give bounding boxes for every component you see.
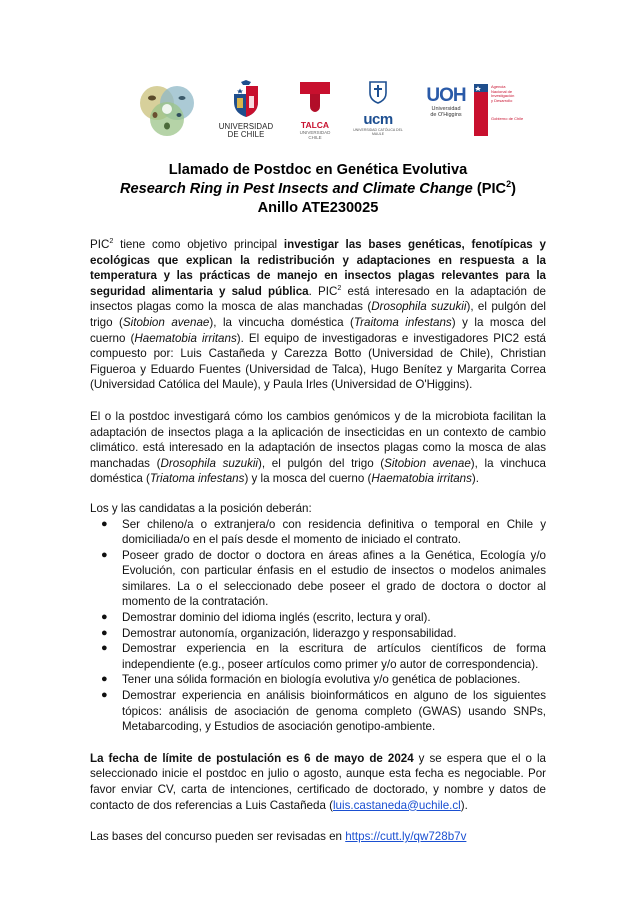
title-line-1: Llamado de Postdoc en Genética Evolutiva: [168, 162, 468, 178]
bullet-icon: ●: [101, 673, 108, 686]
requirement-text: Ser chileno/a o extranjera/o con residencia definitiva o temporal en Chile y domiciliada/o en el país desde el momento de iniciado el contrato.: [122, 517, 546, 547]
deadline-bold: La fecha de límite de postulación es 6 de mayo de 2024: [90, 751, 414, 765]
universidad-de-talca-logo: [292, 80, 338, 142]
list-item: [101, 610, 546, 626]
logo-strip: [128, 80, 528, 142]
uoh-word: UOH: [426, 85, 466, 106]
p1-bold-objective: investigar las bases genéticas, fenotípicas y ecológicas que explican la redistribución y adaptaciones en respuesta a la temperatura y las prácticas de manejo en insectos plagas relevantes para la seguridad alimentaria y salud pública: [90, 238, 546, 298]
title-acronym-sup: 2: [506, 179, 512, 190]
anid-line2: Nacional de: [491, 88, 513, 94]
p1-text-6: ) y la mosca del cuerno (: [90, 315, 547, 345]
bullet-icon: ●: [101, 626, 108, 639]
bullet-icon: ●: [101, 611, 108, 624]
universidad-de-chile-logo: [216, 80, 276, 142]
list-item: [101, 626, 546, 642]
ucm-sub: UNIVERSIDAD CATÓLICA DEL MAULE: [353, 128, 403, 136]
requirements-section: [90, 501, 546, 735]
anid-line4: y Desarrollo: [491, 97, 513, 103]
list-item: [101, 688, 546, 735]
p2-text-5: ).: [471, 472, 479, 486]
p2-species-3: Triatoma infestans: [149, 472, 245, 486]
requirement-text: Demostrar dominio del idioma inglés (escrito, lectura y oral).: [122, 611, 431, 625]
requirements-intro: Los y las candidatas a la posición deberán:: [90, 501, 312, 515]
document-body: [90, 237, 546, 845]
list-item: [101, 517, 546, 548]
paragraph-bases: [90, 829, 546, 845]
bullet-icon: ●: [101, 548, 108, 561]
p4-text-2: ).: [460, 798, 468, 812]
bullet-icon: ●: [101, 689, 108, 702]
p2-species-4: Haematobia irritans: [371, 472, 472, 486]
p1-text-3: está interesado en la adaptación de insectos plagas como la mosca de alas manchadas (: [90, 284, 546, 314]
p5-text-1: Las bases del concurso pueden ser revisadas en: [90, 830, 346, 844]
pic2-venn-logo: [132, 82, 202, 140]
uchile-line2: DE CHILE: [227, 130, 265, 139]
requirement-text: Demostrar experiencia en la escritura de artículos científicos de forma independiente (e.g., poseer artículos como primer y/o autor de correspondencia).: [122, 642, 546, 671]
uoh-logo: [418, 80, 474, 142]
list-item: [101, 548, 546, 610]
requirement-text: Demostrar experiencia en análisis bioinformáticos en alguno de los siguientes tópicos: análisis de asociación de genoma completo (GWAS) usando SNPs, Metabarcoding, y Estudios de asociación genotipo-ambiente.: [122, 689, 546, 734]
requirement-text: Demostrar autonomía, organización, liderazgo y responsabilidad.: [122, 626, 457, 640]
title-project-name: Research Ring in Pest Insects and Climate Change: [120, 181, 473, 197]
venn-diagram-icon: [132, 82, 202, 140]
requirement-text: Tener una sólida formación en biología evolutiva y/o genética de poblaciones.: [122, 673, 521, 687]
bullet-icon: ●: [101, 517, 108, 530]
list-item: [101, 672, 546, 688]
bullet-icon: ●: [101, 642, 108, 655]
requirement-text: Poseer grado de doctor o doctora en áreas afines a la Genética, Ecología y/o Evolución, con particular énfasis en el estudio de insectos o modelos animales similares. La o el seleccionado debe poseer el grado de doctora o doctor al momento de la contratación.: [122, 548, 546, 609]
uchile-line1: UNIVERSIDAD: [218, 122, 274, 131]
p1-species-1: Drosophila suzukii: [371, 300, 467, 314]
title-acronym: (PIC: [476, 181, 507, 197]
paragraph-postdoc-research: [90, 409, 546, 487]
p1-species-3: Traitoma infestans: [353, 315, 452, 329]
p2-species-1: Drosophila suzukii: [160, 456, 259, 470]
p1-text-2: . PIC: [308, 284, 338, 298]
title-acronym-close: ): [511, 181, 516, 197]
uoh-sub1: Universidad: [431, 106, 461, 112]
p1-sup: 2: [109, 236, 114, 246]
p1-text-4: ), el pulgón del trigo (: [90, 300, 546, 329]
ucm-shield-icon: [368, 80, 388, 104]
p2-text-4: ) y la mosca del cuerno (: [244, 472, 372, 486]
p1-sup-2: 2: [337, 282, 342, 292]
p1-species-2: Sitobion avenae: [122, 315, 210, 329]
talca-t-icon: [298, 80, 332, 114]
title-line-3: Anillo ATE230025: [257, 200, 379, 216]
ucm-logo: [350, 80, 406, 142]
p1-species-4: Haematobia irritans: [134, 331, 237, 345]
bases-url-link[interactable]: https://cutt.ly/qw728b7v: [345, 830, 467, 844]
p1-text-1: tiene como objetivo principal: [113, 238, 284, 251]
anid-logo: [474, 80, 524, 142]
document-title: [80, 161, 556, 218]
uchile-crest-icon: [231, 80, 261, 118]
paragraph-objective: [90, 237, 546, 393]
p1-pic: PIC: [90, 238, 110, 251]
requirements-list: [90, 517, 546, 735]
p2-text-2: ), el pulgón del trigo (: [258, 456, 385, 470]
ucm-word: ucm: [363, 111, 393, 128]
paragraph-deadline: [90, 751, 546, 813]
list-item: [101, 641, 546, 672]
title-line-2: [80, 180, 556, 199]
talca-word: TALCA: [300, 120, 330, 130]
talca-sub1: UNIVERSIDAD: [299, 130, 331, 135]
anid-line5: Gobierno de Chile: [491, 116, 524, 122]
talca-sub2: CHILE: [308, 135, 322, 140]
anid-bar-icon: [474, 80, 490, 140]
uoh-sub2: de O'Higgins: [430, 112, 462, 118]
p2-text-1: El o la postdoc investigará cómo los cambios genómicos y de la microbiota facilitan la adaptación de insectos plaga a la aplicación de insecticidas en un contexto de cambio climático. está interesado en la adaptación de insectos plagas como la mosca de alas manchadas (: [90, 409, 546, 470]
p1-text-5: ), la vincucha doméstica (: [209, 315, 354, 329]
p2-species-2: Sitobion avenae: [384, 456, 471, 470]
anid-line1: Agencia: [491, 84, 506, 89]
p4-text-1: y se espera que el o la seleccionado inicie el postdoc en julio o agosto, aunque esta fecha es negociable. Por favor enviar CV, carta de intenciones, certificado de doctorado, y nombre y datos de contacto de dos referencias a Luis Castañeda (: [90, 751, 546, 812]
p2-text-3: ), la vinchuca doméstica (: [90, 456, 546, 486]
anid-line3: Investigación: [491, 93, 515, 99]
contact-email-link[interactable]: luis.castaneda@uchile.cl: [332, 798, 461, 812]
p1-text-7: ). El equipo de investigadoras e investigadores PIC2 está compuesto por: Luis Castañeda y Carezza Botto (Universidad de Chile), Christian Figueroa y Eduardo Fuentes (Universidad de Talca), Hugo Benítez y Margarita Correa (Universidad Católica del Maule), y Paula Irles (Universidad de O'Higgins).: [90, 331, 547, 392]
anid-text: [491, 85, 531, 122]
